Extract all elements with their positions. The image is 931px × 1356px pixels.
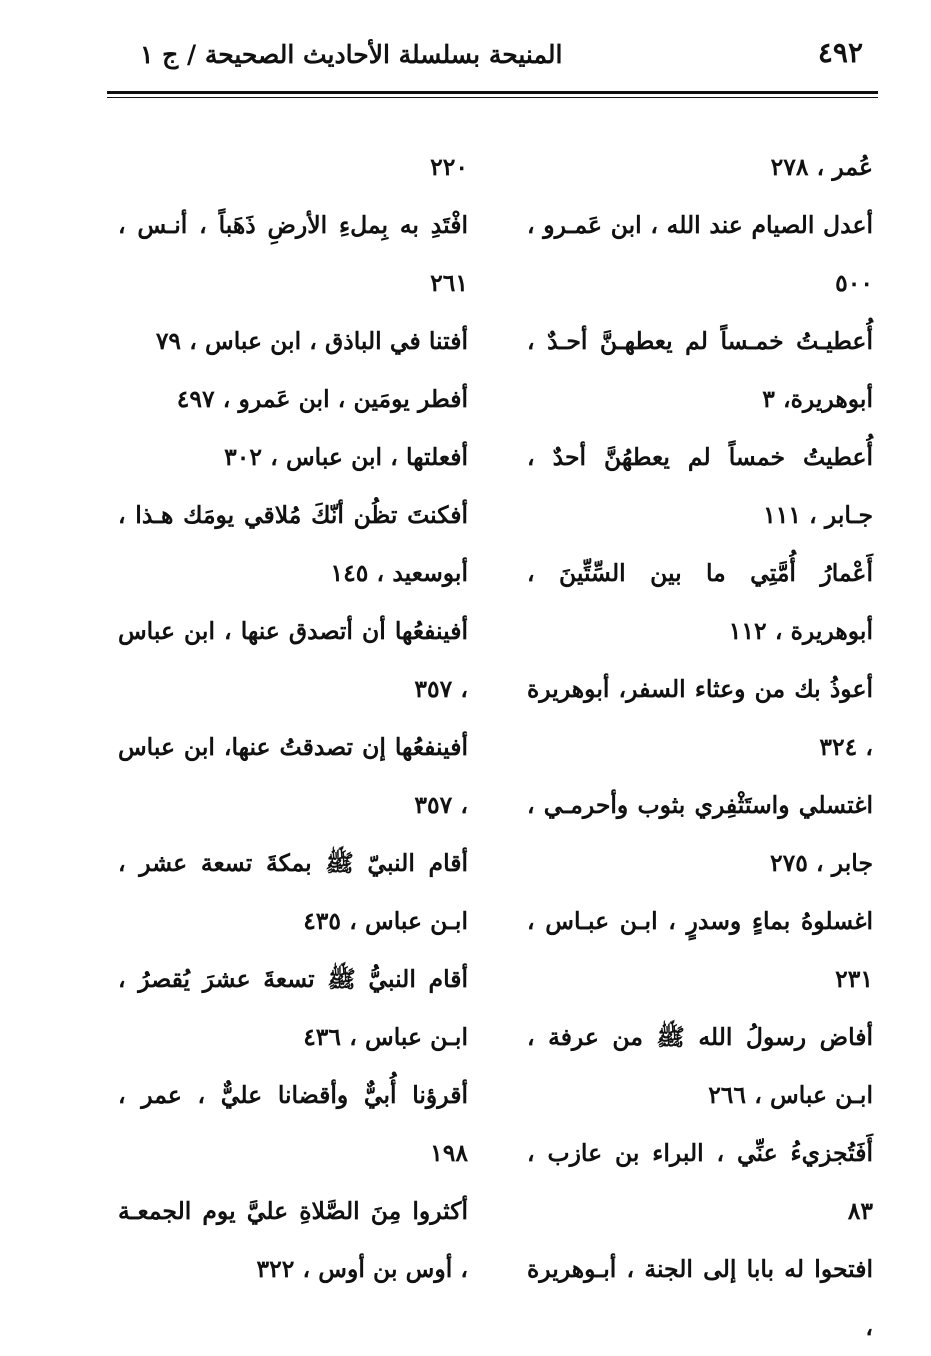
index-entry: أفينفعُها أن أتصدق عنها ، ابن عباس ، ٣٥٧ <box>118 617 468 703</box>
index-entry: اغسلوهُ بماءٍ وسدرٍ ، ابـن عبـاس ، ٢٣١ <box>527 907 873 993</box>
page-number: ٤٩٢ <box>817 36 863 69</box>
index-entry: أَفَتُجزيءُ عنِّي ، البراء بن عازب ، ٨٣ <box>527 1139 873 1225</box>
index-entry: افتحوا له بابا إلى الجنة ، أبـوهريرة ، <box>527 1255 873 1341</box>
index-entry: عُمر ، ٢٧٨ <box>770 153 873 181</box>
index-entry: أكثروا مِنَ الصَّلاةِ عليَّ يوم الجمعـة ، أوس بن أوس ، ٣٢٢ <box>118 1197 468 1283</box>
index-entry: أُعطيتُ خمساً لم يعطهُنَّ أحدٌ ، جـابر ، ١١١ <box>527 443 873 529</box>
index-entry: أقام النبيّ ﷺ بمكةَ تسعة عشر ، ابـن عباس ، ٤٣٥ <box>118 849 468 935</box>
index-entry: افْتَدِ به بِملءِ الأرضِ ذَهَباً ، أنـس ، ٢٦١ <box>118 211 468 297</box>
header-rule-thin <box>107 97 878 98</box>
running-title: المنيحة بسلسلة الأحاديث الصحيحة / ج ١ <box>140 40 563 69</box>
index-entry: أفعلتها ، ابن عباس ، ٣٠٢ <box>224 443 468 471</box>
index-entry: أُعطيـتُ خمـساً لم يعطهـنَّ أحـدٌ ، أبوهريرة، ٣ <box>527 327 873 413</box>
left-column <box>118 138 468 1298</box>
index-entry: أفتنا في الباذق ، ابن عباس ، ٧٩ <box>155 327 468 355</box>
index-entry: أفطر يومَين ، ابن عَمرو ، ٤٩٧ <box>176 385 468 413</box>
index-entry: أَعْمارُ أُمَّتِي ما بين السِّتِّينَ ، أبوهريرة ، ١١٢ <box>527 559 873 645</box>
index-entry: أفكنتَ تظُن أنّكَ مُلاقي يومَك هـذا ، أبوسعيد ، ١٤٥ <box>118 501 468 587</box>
index-entry: أقرؤنا أُبيٌّ وأقضانا عليٌّ ، عمر ، ١٩٨ <box>118 1081 468 1167</box>
index-entry: اغتسلي واستَثْفِري بثوب وأحرمـي ، جابر ، ٢٧٥ <box>527 791 873 877</box>
index-entry: أقام النبيُّ ﷺ تسعةَ عشرَ يُقصرُ ، ابـن عباس ، ٤٣٦ <box>118 965 468 1051</box>
right-column <box>527 138 873 1356</box>
header-rule-thick <box>107 91 878 94</box>
index-entry: أفينفعُها إن تصدقتُ عنها، ابن عباس ، ٣٥٧ <box>118 733 468 819</box>
index-entry: ٢٢٠ <box>430 153 468 181</box>
index-entry: أعدل الصيام عند الله ، ابن عَمـرو ، ٥٠٠ <box>527 211 873 297</box>
index-entry: أعوذُ بك من وعثاء السفر، أبوهريرة ، ٣٢٤ <box>527 675 873 761</box>
index-entry: أفاض رسولُ الله ﷺ من عرفة ، ابـن عباس ، ٢٦٦ <box>527 1023 873 1109</box>
